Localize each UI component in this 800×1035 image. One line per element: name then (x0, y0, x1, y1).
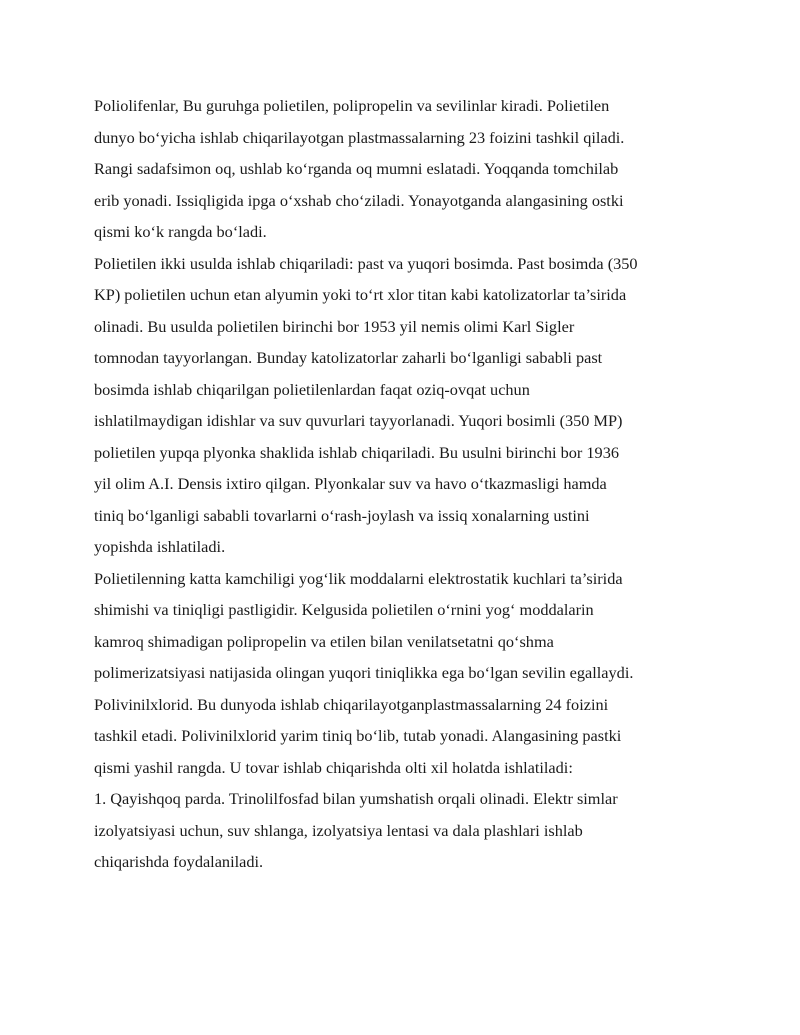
text-line: yopishda ishlatiladi. (94, 537, 226, 556)
text-line: olinadi. Bu usulda polietilen birinchi bor 1953 yil nemis olimi Karl Sigler (94, 316, 575, 336)
text-line: polietilen yupqa plyonka shaklida ishlab chiqariladi. Bu usulni birinchi bor 1936 (94, 442, 619, 462)
text-line: Polivinilxlorid. Bu dunyoda ishlab chiqarilayotganplastmassalarning 24 foizini (94, 694, 609, 714)
text-line: izolyatsiyasi uchun, suv shlanga, izolyatsiya lentasi va dala plashlari ishlab (94, 820, 583, 840)
document-body (94, 90, 734, 878)
text-line: ishlatilmaydigan idishlar va suv quvurlari tayyorlanadi. Yuqori bosimli (350 MP) (94, 411, 623, 430)
text-line: KP) polietilen uchun etan alyumin yoki to‘rt xlor titan kabi katolizatorlar ta’sirida (94, 285, 627, 304)
text-line: erib yonadi. Issiqligida ipga o‘xshab cho‘ziladi. Yonayotganda alangasining ostki (94, 190, 624, 210)
text-line: tiniq bo‘lganligi sababli tovarlarni o‘rash-joylash va issiq xonalarning ustini (94, 505, 590, 525)
text-line: yil olim A.I. Densis ixtiro qilgan. Plyonkalar suv va havo o‘tkazmasligi hamda (94, 474, 607, 493)
text-line: Polietilenning katta kamchiligi yog‘lik moddalarni elektrostatik kuchlari ta’sirida (94, 568, 623, 588)
text-line: Poliolifenlar, Bu guruhga polietilen, polipropelin va sevilinlar kiradi. Polietilen (94, 96, 610, 115)
text-line: shimishi va tiniqligi pastligidir. Kelgusida polietilen o‘rnini yog‘ moddalarin (94, 600, 594, 619)
text-line: chiqarishda foydalaniladi. (94, 852, 264, 871)
text-line: Rangi sadafsimon oq, ushlab ko‘rganda oq mumni eslatadi. Yoqqanda tomchilab (94, 159, 619, 178)
text-line: 1. Qayishqoq parda. Trinolilfosfad bilan yumshatish orqali olinadi. Elektr simlar (94, 789, 618, 808)
text-line: dunyo bo‘yicha ishlab chiqarilayotgan plastmassalarning 23 foizini tashkil qiladi. (94, 127, 625, 147)
text-line: Polietilen ikki usulda ishlab chiqariladi: past va yuqori bosimda. Past bosimda (350 (94, 253, 638, 273)
text-line: kamroq shimadigan polipropelin va etilen bilan venilatsetatni qo‘shma (94, 631, 554, 651)
text-line: tashkil etadi. Polivinilxlorid yarim tiniq bo‘lib, tutab yonadi. Alangasining pastki (94, 726, 622, 745)
text-line: bosimda ishlab chiqarilgan polietilenlardan faqat oziq-ovqat uchun (94, 379, 530, 399)
text-line: qismi ko‘k rangda bo‘ladi. (94, 222, 267, 241)
text-line: tomnodan tayyorlangan. Bunday katolizatorlar zaharli bo‘lganligi sababli past (94, 348, 603, 367)
text-line: polimerizatsiyasi natijasida olingan yuqori tiniqlikka ega bo‘lgan sevilin egallaydi. (94, 663, 634, 682)
text-line: qismi yashil rangda. U tovar ishlab chiqarishda olti xil holatda ishlatiladi: (94, 757, 573, 777)
